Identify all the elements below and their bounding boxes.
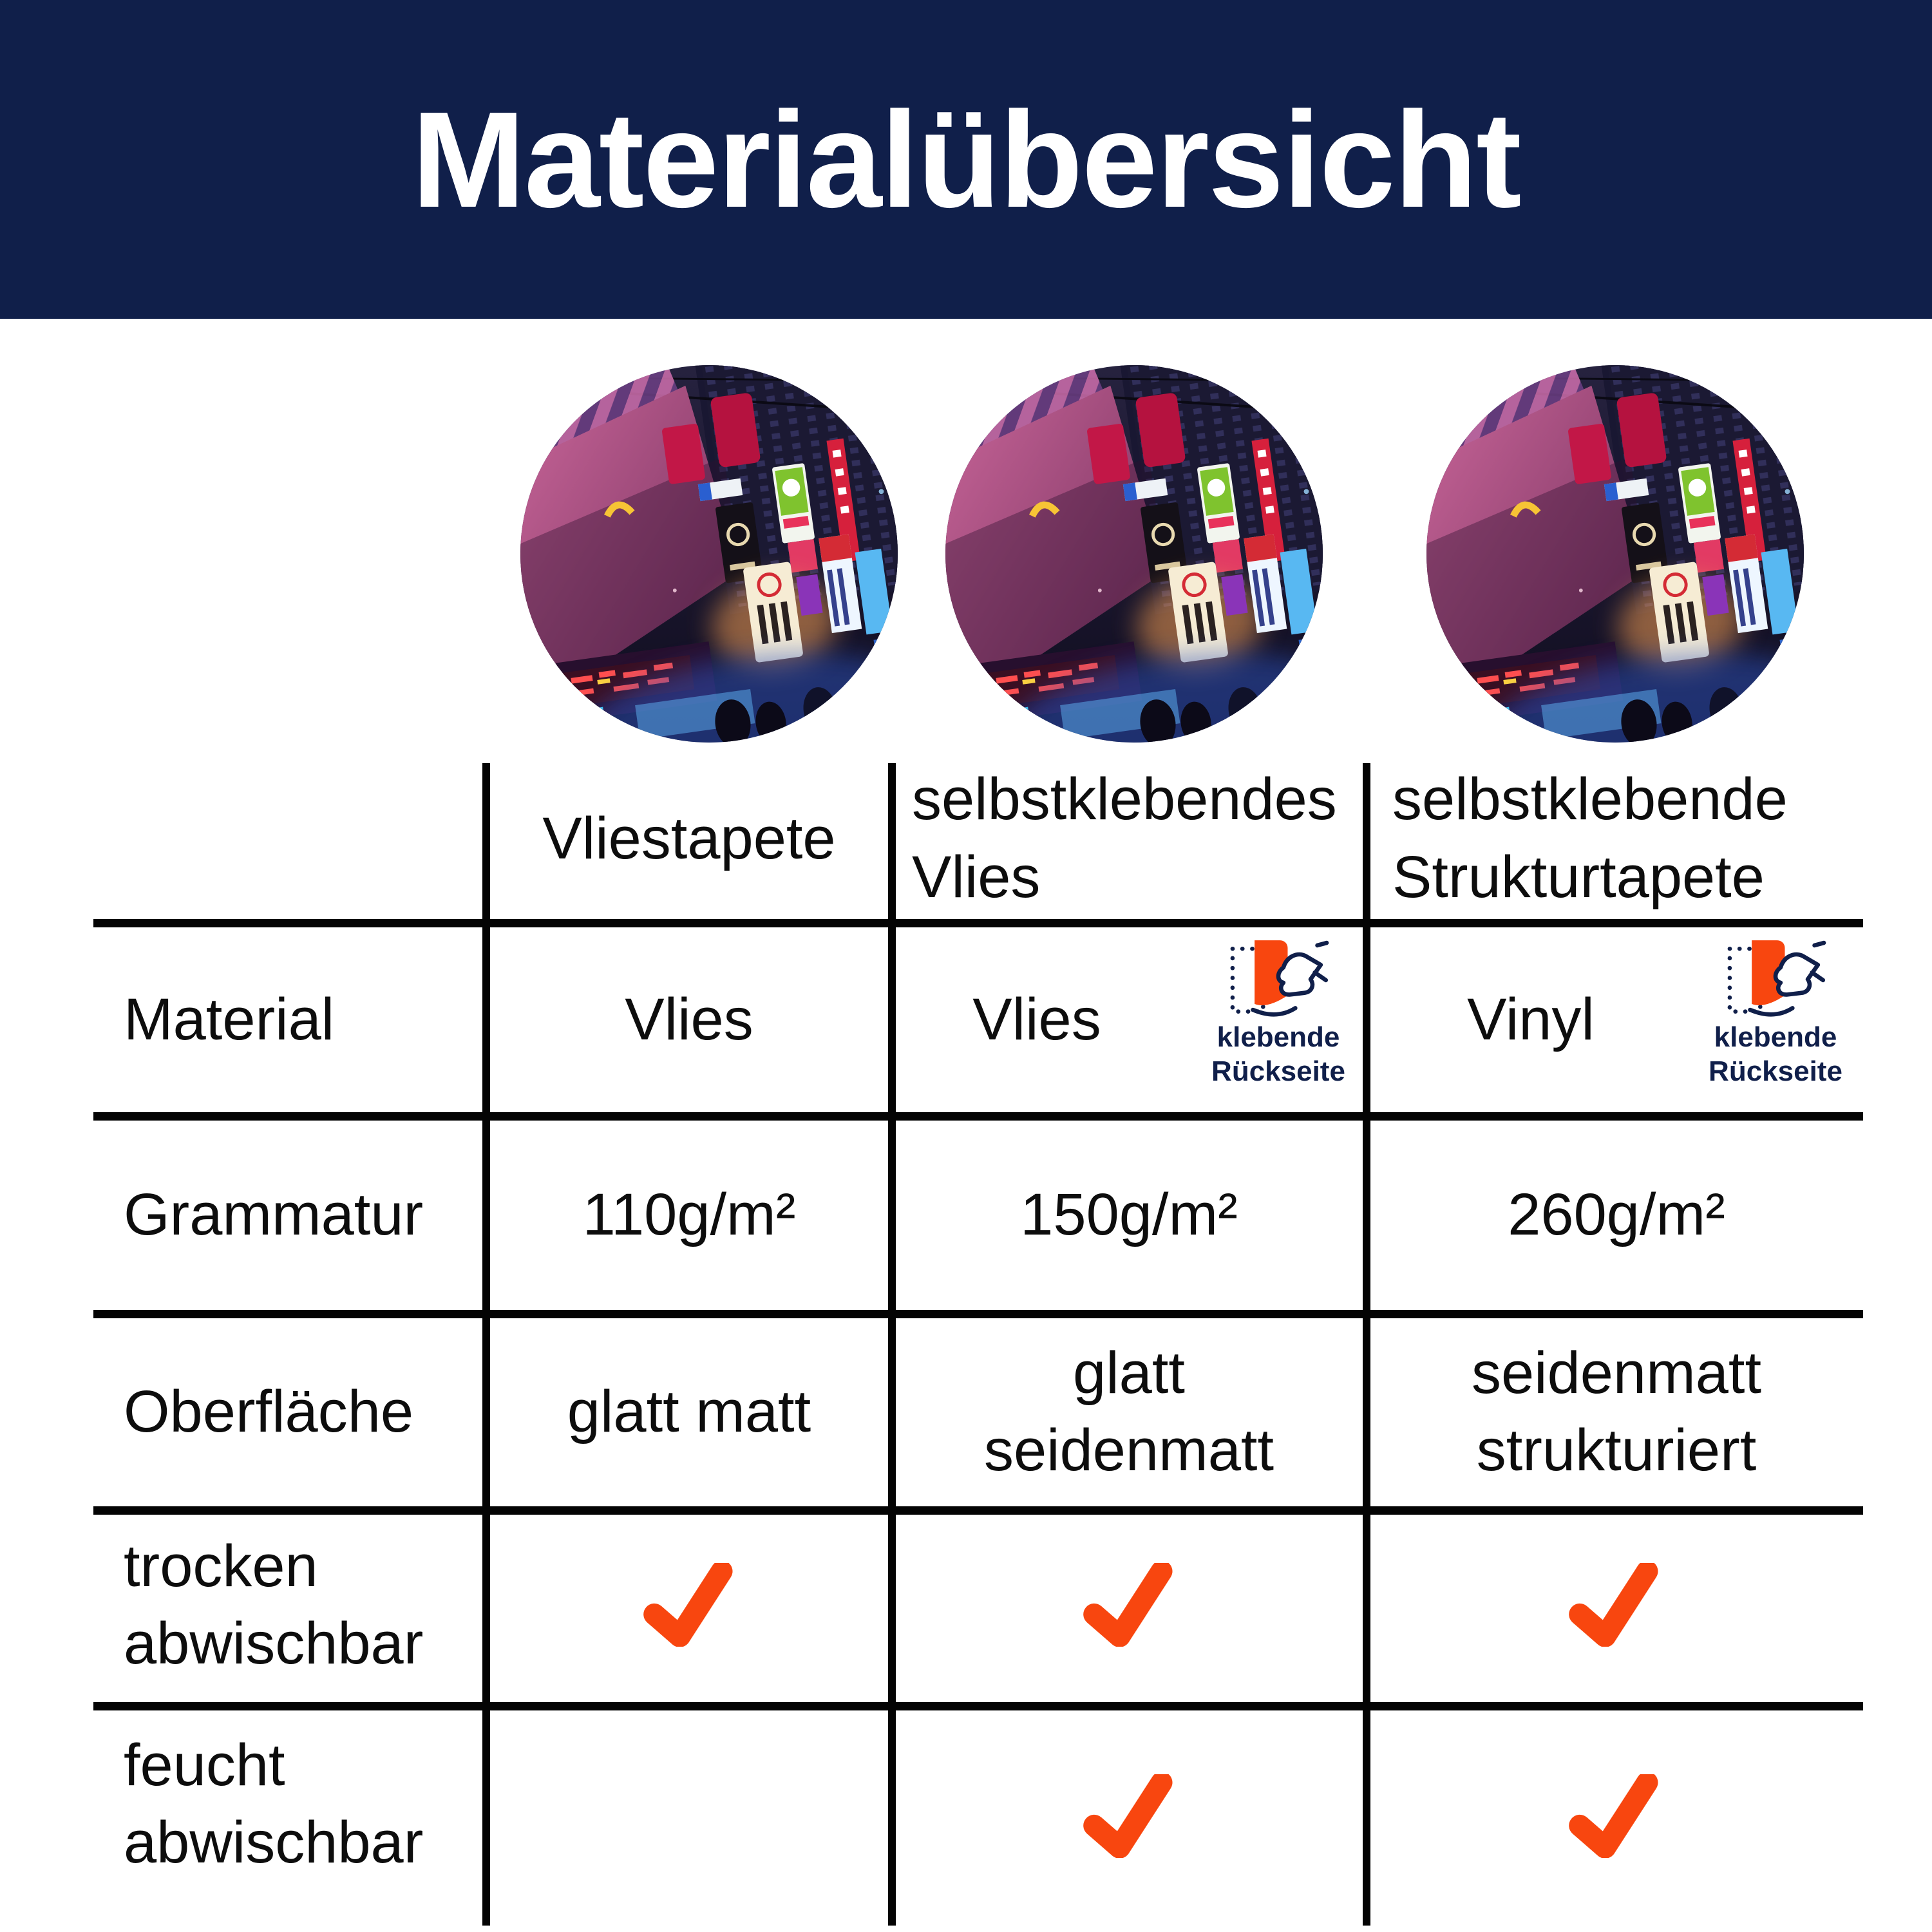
peel-sticker-icon bbox=[1227, 935, 1329, 1020]
row-label-trocken-abwischbar bbox=[124, 1528, 423, 1682]
page-title: Materialübersicht bbox=[412, 82, 1520, 236]
table-rule-5 bbox=[93, 1702, 1863, 1710]
check-feucht-col2 bbox=[1081, 1774, 1177, 1858]
row-label-oberflaeche bbox=[124, 1373, 413, 1450]
check-icon bbox=[641, 1563, 737, 1647]
oberflaeche-value: strukturiert bbox=[1476, 1417, 1757, 1483]
check-icon bbox=[1566, 1563, 1663, 1647]
column-header-label: Strukturtapete bbox=[1392, 844, 1765, 910]
cell-oberflaeche-col1 bbox=[490, 1373, 888, 1450]
row-label-text: feucht bbox=[124, 1732, 285, 1798]
adhesive-back-badge-col2 bbox=[1182, 935, 1375, 1088]
cell-grammatur-col1 bbox=[490, 1176, 888, 1253]
material-value: Vinyl bbox=[1467, 987, 1595, 1052]
cell-oberflaeche-col2 bbox=[895, 1334, 1363, 1489]
row-label-text: Grammatur bbox=[124, 1182, 424, 1247]
row-label-text: Oberfläche bbox=[124, 1379, 414, 1444]
cell-grammatur-col3 bbox=[1370, 1176, 1863, 1253]
adhesive-back-badge-col3 bbox=[1679, 935, 1872, 1088]
cell-material-col3 bbox=[1370, 981, 1692, 1058]
check-icon bbox=[1081, 1774, 1177, 1858]
check-trocken-col3 bbox=[1566, 1563, 1663, 1647]
material-value: Vlies bbox=[972, 987, 1101, 1052]
neon-city-image bbox=[520, 365, 898, 743]
product-photo-vliestapete bbox=[520, 365, 898, 743]
row-label-text: abwischbar bbox=[124, 1810, 424, 1875]
oberflaeche-value: glatt matt bbox=[567, 1379, 811, 1444]
column-header-label: selbstklebendes bbox=[912, 766, 1337, 832]
column-header-vliestapete bbox=[490, 759, 888, 918]
column-header-selbstklebendes-vlies bbox=[912, 759, 1356, 918]
grammatur-value: 150g/m² bbox=[1020, 1182, 1238, 1247]
peel-sticker-icon bbox=[1725, 935, 1826, 1020]
check-icon bbox=[1081, 1563, 1177, 1647]
oberflaeche-value: seidenmatt bbox=[983, 1417, 1274, 1483]
cell-material-col1 bbox=[490, 981, 888, 1058]
row-label-text: trocken bbox=[124, 1533, 318, 1599]
badge-label: Rückseite bbox=[1211, 1056, 1345, 1087]
table-rule-3 bbox=[93, 1310, 1863, 1318]
neon-city-image bbox=[945, 365, 1323, 743]
product-photo-strukturtapete bbox=[1426, 365, 1804, 743]
check-icon bbox=[1566, 1774, 1663, 1858]
cell-material-col2 bbox=[895, 981, 1179, 1058]
row-label-grammatur bbox=[124, 1176, 423, 1253]
row-label-feucht-abwischbar bbox=[124, 1727, 423, 1881]
oberflaeche-value: glatt bbox=[1073, 1340, 1185, 1406]
table-rule-4 bbox=[93, 1506, 1863, 1515]
badge-label: Rückseite bbox=[1709, 1056, 1842, 1087]
badge-label: klebende bbox=[1217, 1021, 1340, 1053]
check-trocken-col1 bbox=[641, 1563, 737, 1647]
material-value: Vlies bbox=[625, 987, 753, 1052]
grammatur-value: 110g/m² bbox=[582, 1182, 796, 1247]
column-header-label: Vliestapete bbox=[542, 805, 836, 871]
header-banner bbox=[0, 0, 1932, 319]
column-header-strukturtapete bbox=[1392, 759, 1856, 918]
table-divider-1 bbox=[482, 763, 490, 1926]
table-rule-2 bbox=[93, 1112, 1863, 1121]
product-photo-selbstklebendes-vlies bbox=[945, 365, 1323, 743]
row-label-text: Material bbox=[124, 987, 335, 1052]
row-label-text: abwischbar bbox=[124, 1611, 424, 1676]
cell-oberflaeche-col3 bbox=[1370, 1334, 1863, 1489]
cell-grammatur-col2 bbox=[895, 1176, 1363, 1253]
check-trocken-col2 bbox=[1081, 1563, 1177, 1647]
neon-city-image bbox=[1426, 365, 1804, 743]
check-feucht-col3 bbox=[1566, 1774, 1663, 1858]
oberflaeche-value: seidenmatt bbox=[1471, 1340, 1762, 1406]
badge-label: klebende bbox=[1714, 1021, 1837, 1053]
grammatur-value: 260g/m² bbox=[1508, 1182, 1725, 1247]
column-header-label: Vlies bbox=[912, 844, 1041, 910]
table-rule-1 bbox=[93, 919, 1863, 927]
column-header-label: selbstklebende bbox=[1392, 766, 1788, 832]
row-label-material bbox=[124, 981, 334, 1058]
